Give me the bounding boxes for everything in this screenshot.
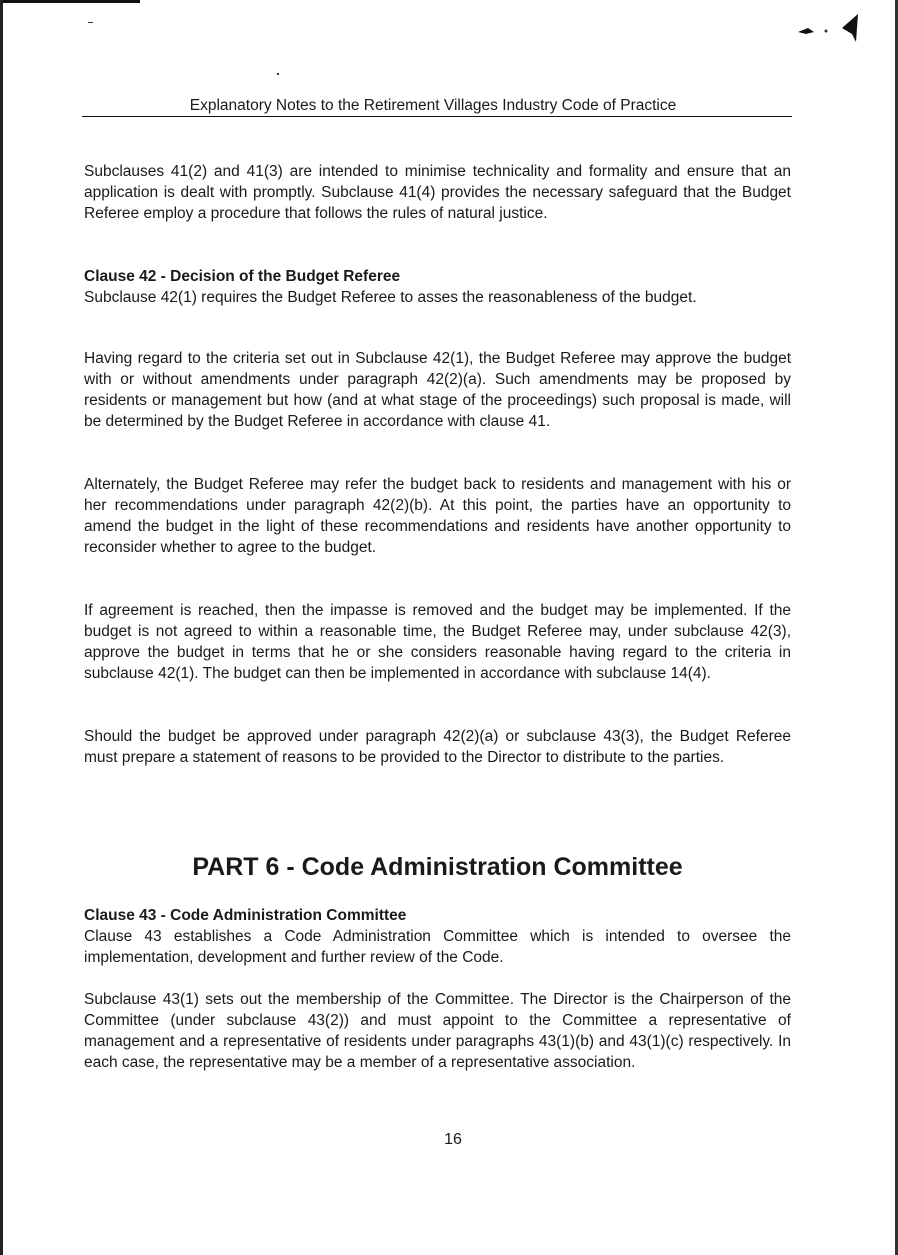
paragraph-refer-budget (84, 474, 791, 558)
paragraph-subclauses-41 (84, 161, 791, 224)
paragraph-text: Subclause 42(1) requires the Budget Referee to asses the reasonableness of the budget. (84, 289, 697, 306)
header-title: Explanatory Notes to the Retirement Villages Industry Code of Practice (189, 97, 677, 114)
paragraph-agreement-reached (84, 600, 791, 684)
clause-42-section (84, 266, 791, 308)
clause-43-section (84, 905, 791, 968)
paragraph-text: Alternately, the Budget Referee may refer the budget back to residents and management with his or her recommendations under paragraph 42(2)(b). At this point, the parties have an opportunity to amend the budget in the light of these recommendations and residents have another opportunity to reconsider whether to agree to the budget. (84, 476, 791, 556)
paragraph-statement-of-reasons (84, 726, 791, 768)
paragraph-text: Clause 43 establishes a Code Administration Committee which is intended to oversee the implementation, development and further review of the Code. (84, 928, 791, 966)
part-6-heading: PART 6 - Code Administration Committee (192, 853, 683, 881)
paragraph-text: Should the budget be approved under paragraph 42(2)(a) or subclause 43(3), the Budget Referee must prepare a statement of reasons to be provided to the Director to distribute to the parties. (84, 728, 791, 766)
running-header (82, 96, 792, 117)
scan-speck (277, 73, 279, 75)
scan-border-top (0, 0, 140, 3)
paragraph-text: If agreement is reached, then the impasse is removed and the budget may be implemented. If the budget is not agreed to within a reasonable time, the Budget Referee may, under subclause 42(3), approve the budget in terms that he or she considers reasonable having regard to the criteria in subclause 42(1). The budget can then be implemented in accordance with subclause 14(4). (84, 602, 791, 682)
paragraph-text: Having regard to the criteria set out in Subclause 42(1), the Budget Referee may approve the budget with or without amendments under paragraph 42(2)(a). Such amendments may be proposed by residents or management but how (and at what stage of the proceedings) such proposal is made, will be determined by the Budget Referee in accordance with clause 41. (84, 350, 791, 430)
paragraph-text: Subclauses 41(2) and 41(3) are intended to minimise technicality and formality and ensure that an application is dealt with promptly. Subclause 41(4) provides the necessary safeguard that the Budget Referee employ a procedure that follows the rules of natural justice. (84, 163, 791, 222)
pen-mark-icon (792, 8, 864, 44)
paragraph-text: Subclause 43(1) sets out the membership of the Committee. The Director is the Chairperson of the Committee (under subclause 43(2)) and must appoint to the Committee a representative of management and a representative of residents under paragraphs 43(1)(b) and 43(1)(c) respectively. In each case, the representative may be a member of a representative association. (84, 991, 791, 1071)
page-number: 16 (444, 1131, 462, 1148)
scan-border-left (0, 0, 3, 1255)
clause-42-heading: Clause 42 - Decision of the Budget Referee (84, 268, 401, 285)
paragraph-approve-budget (84, 348, 791, 432)
scan-speck (88, 22, 93, 23)
paragraph-committee-membership (84, 989, 791, 1073)
clause-43-heading: Clause 43 - Code Administration Committee (84, 907, 407, 924)
